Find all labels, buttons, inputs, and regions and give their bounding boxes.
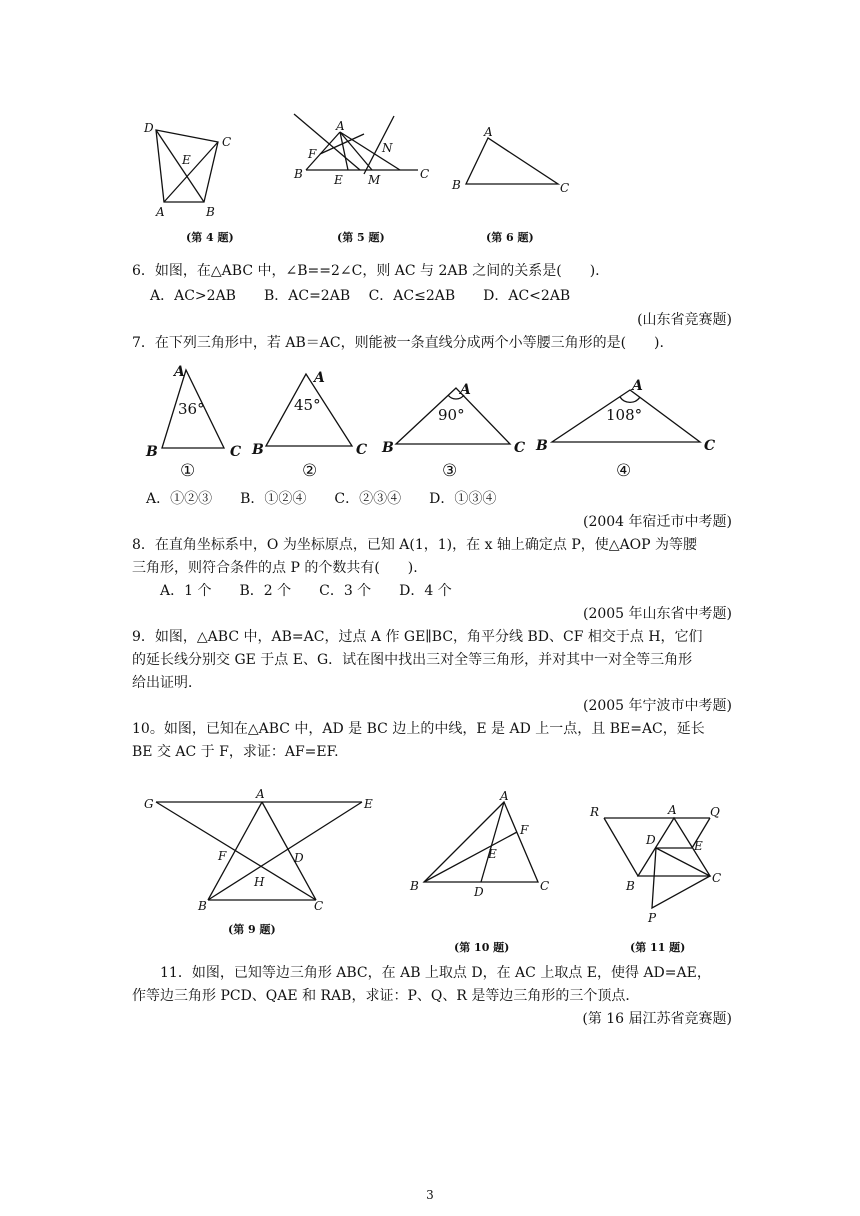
svg-text:H: H [254, 875, 265, 889]
svg-text:F: F [308, 147, 317, 161]
svg-text:B: B [382, 440, 394, 456]
q10-line2: BE 交 AC 于 F，求证：AF=EF. [132, 744, 339, 760]
figure-10 [404, 790, 564, 900]
svg-text:B: B [536, 438, 548, 454]
figure-11-caption: (第 11 题) [630, 941, 686, 954]
q6-stem: 6．如图，在△ABC 中，∠B==2∠C，则 AC 与 2AB 之间的关系是( ). [132, 263, 600, 279]
svg-text:A: A [174, 364, 185, 380]
svg-text:C: C [514, 440, 526, 456]
svg-text:E: E [334, 173, 343, 187]
svg-text:M: M [368, 173, 381, 187]
svg-text:E: E [182, 153, 191, 167]
q9-line2: 的延长线分别交 GE 于点 E、G．试在图中找出三对全等三角形，并对其中一对全等三角形 [132, 652, 693, 668]
svg-text:N: N [382, 141, 393, 155]
figure-6-caption: (第 6 题) [486, 231, 534, 244]
q10-line1: 10。如图，已知在△ABC 中，AD 是 BC 边上的中线，E 是 AD 上一点，且 BE=AC，延长 [132, 721, 705, 737]
svg-text:C: C [540, 879, 550, 893]
svg-text:Q: Q [710, 805, 720, 819]
figure-9 [140, 786, 380, 916]
svg-text:D: D [646, 833, 656, 847]
svg-text:E: E [694, 839, 703, 853]
svg-text:R: R [590, 805, 600, 819]
q7-source: (2004 年宿迁市中考题) [582, 514, 732, 530]
svg-text:C: C [560, 181, 570, 195]
svg-text:A: A [336, 119, 345, 133]
q11-line2: 作等边三角形 PCD、QAE 和 RAB，求证：P、Q、R 是等边三角形的三个顶点． [132, 988, 640, 1004]
q9-line1: 9．如图，△ABC 中，AB=AC，过点 A 作 GE∥BC，角平分线 BD、CF 相交于点 H，它们 [132, 629, 703, 645]
figure-4 [140, 118, 240, 228]
svg-text:A: A [632, 378, 643, 394]
svg-text:45°: 45° [294, 396, 321, 414]
figure-10-caption: (第 10 题) [454, 941, 510, 954]
svg-text:F: F [218, 849, 227, 863]
svg-text:P: P [648, 911, 657, 925]
svg-text:90°: 90° [438, 406, 465, 424]
svg-text:C: C [712, 871, 722, 885]
svg-text:B: B [252, 442, 264, 458]
svg-text:A: A [156, 205, 165, 219]
page-number: 3 [426, 1188, 434, 1202]
q6-options: A．AC>2AB B．AC=2AB C．AC≤2AB D．AC<2AB [150, 288, 571, 304]
svg-text:A: A [484, 125, 493, 139]
figure-6 [450, 126, 580, 196]
svg-text:36°: 36° [178, 400, 205, 418]
svg-text:C: C [222, 135, 232, 149]
svg-text:108°: 108° [606, 406, 643, 424]
q9-line3: 给出证明． [132, 675, 202, 691]
svg-text:A: A [256, 787, 265, 801]
svg-text:G: G [144, 797, 154, 811]
q8-line2: 三角形，则符合条件的点 P 的个数共有( ). [132, 560, 418, 576]
svg-text:D: D [294, 851, 304, 865]
figure-5 [290, 112, 440, 192]
figure-5-caption: (第 5 题) [337, 231, 385, 244]
svg-text:C: C [230, 444, 242, 460]
q9-source: (2005 年宁波市中考题) [582, 698, 732, 714]
svg-text:B: B [146, 444, 158, 460]
q8-line1: 8．在直角坐标系中，O 为坐标原点，已知 A(1，1)，在 x 轴上确定点 P，使△AOP 为等腰 [132, 537, 698, 553]
q11-source: (第 16 届江苏省竞赛题) [582, 1011, 732, 1027]
svg-text:A: A [314, 370, 325, 386]
q7-triangle-4 [534, 362, 724, 482]
svg-text:D: D [474, 885, 484, 899]
q7-triangle-3 [380, 362, 530, 482]
svg-text:C: C [420, 167, 430, 181]
svg-text:D: D [144, 121, 154, 135]
figure-4-caption: (第 4 题) [186, 231, 234, 244]
svg-text:B: B [198, 899, 207, 913]
svg-text:④: ④ [616, 461, 632, 481]
svg-text:A: A [460, 382, 471, 398]
svg-text:B: B [410, 879, 419, 893]
q7-triangle-1 [140, 362, 250, 482]
q8-source: (2005 年山东省中考题) [582, 606, 732, 622]
svg-text:②: ② [302, 461, 318, 481]
svg-text:E: E [488, 847, 497, 861]
q7-options: A．①②③ B．①②④ C．②③④ D．①③④ [146, 491, 497, 507]
svg-text:C: C [314, 899, 324, 913]
svg-text:B: B [626, 879, 635, 893]
svg-text:F: F [520, 823, 529, 837]
q8-options: A．1 个 B．2 个 C．3 个 D．4 个 [160, 583, 452, 599]
svg-text:③: ③ [442, 461, 458, 481]
q11-line1: 11．如图，已知等边三角形 ABC，在 AB 上取点 D，在 AC 上取点 E，使得 AD=AE， [160, 965, 711, 981]
svg-text:E: E [364, 797, 373, 811]
figure-11 [586, 798, 726, 928]
svg-text:A: A [500, 789, 509, 803]
q6-source: (山东省竞赛题) [637, 312, 732, 328]
svg-text:C: C [704, 438, 716, 454]
q7-triangle-2 [252, 362, 382, 482]
svg-text:B: B [294, 167, 303, 181]
svg-text:C: C [356, 442, 368, 458]
q7-stem: 7．在下列三角形中，若 AB＝AC，则能被一条直线分成两个小等腰三角形的是( ). [132, 335, 664, 351]
svg-text:A: A [668, 803, 677, 817]
svg-text:B: B [206, 205, 215, 219]
figure-9-caption: (第 9 题) [228, 923, 276, 936]
svg-text:B: B [452, 178, 461, 192]
svg-text:①: ① [180, 461, 196, 481]
